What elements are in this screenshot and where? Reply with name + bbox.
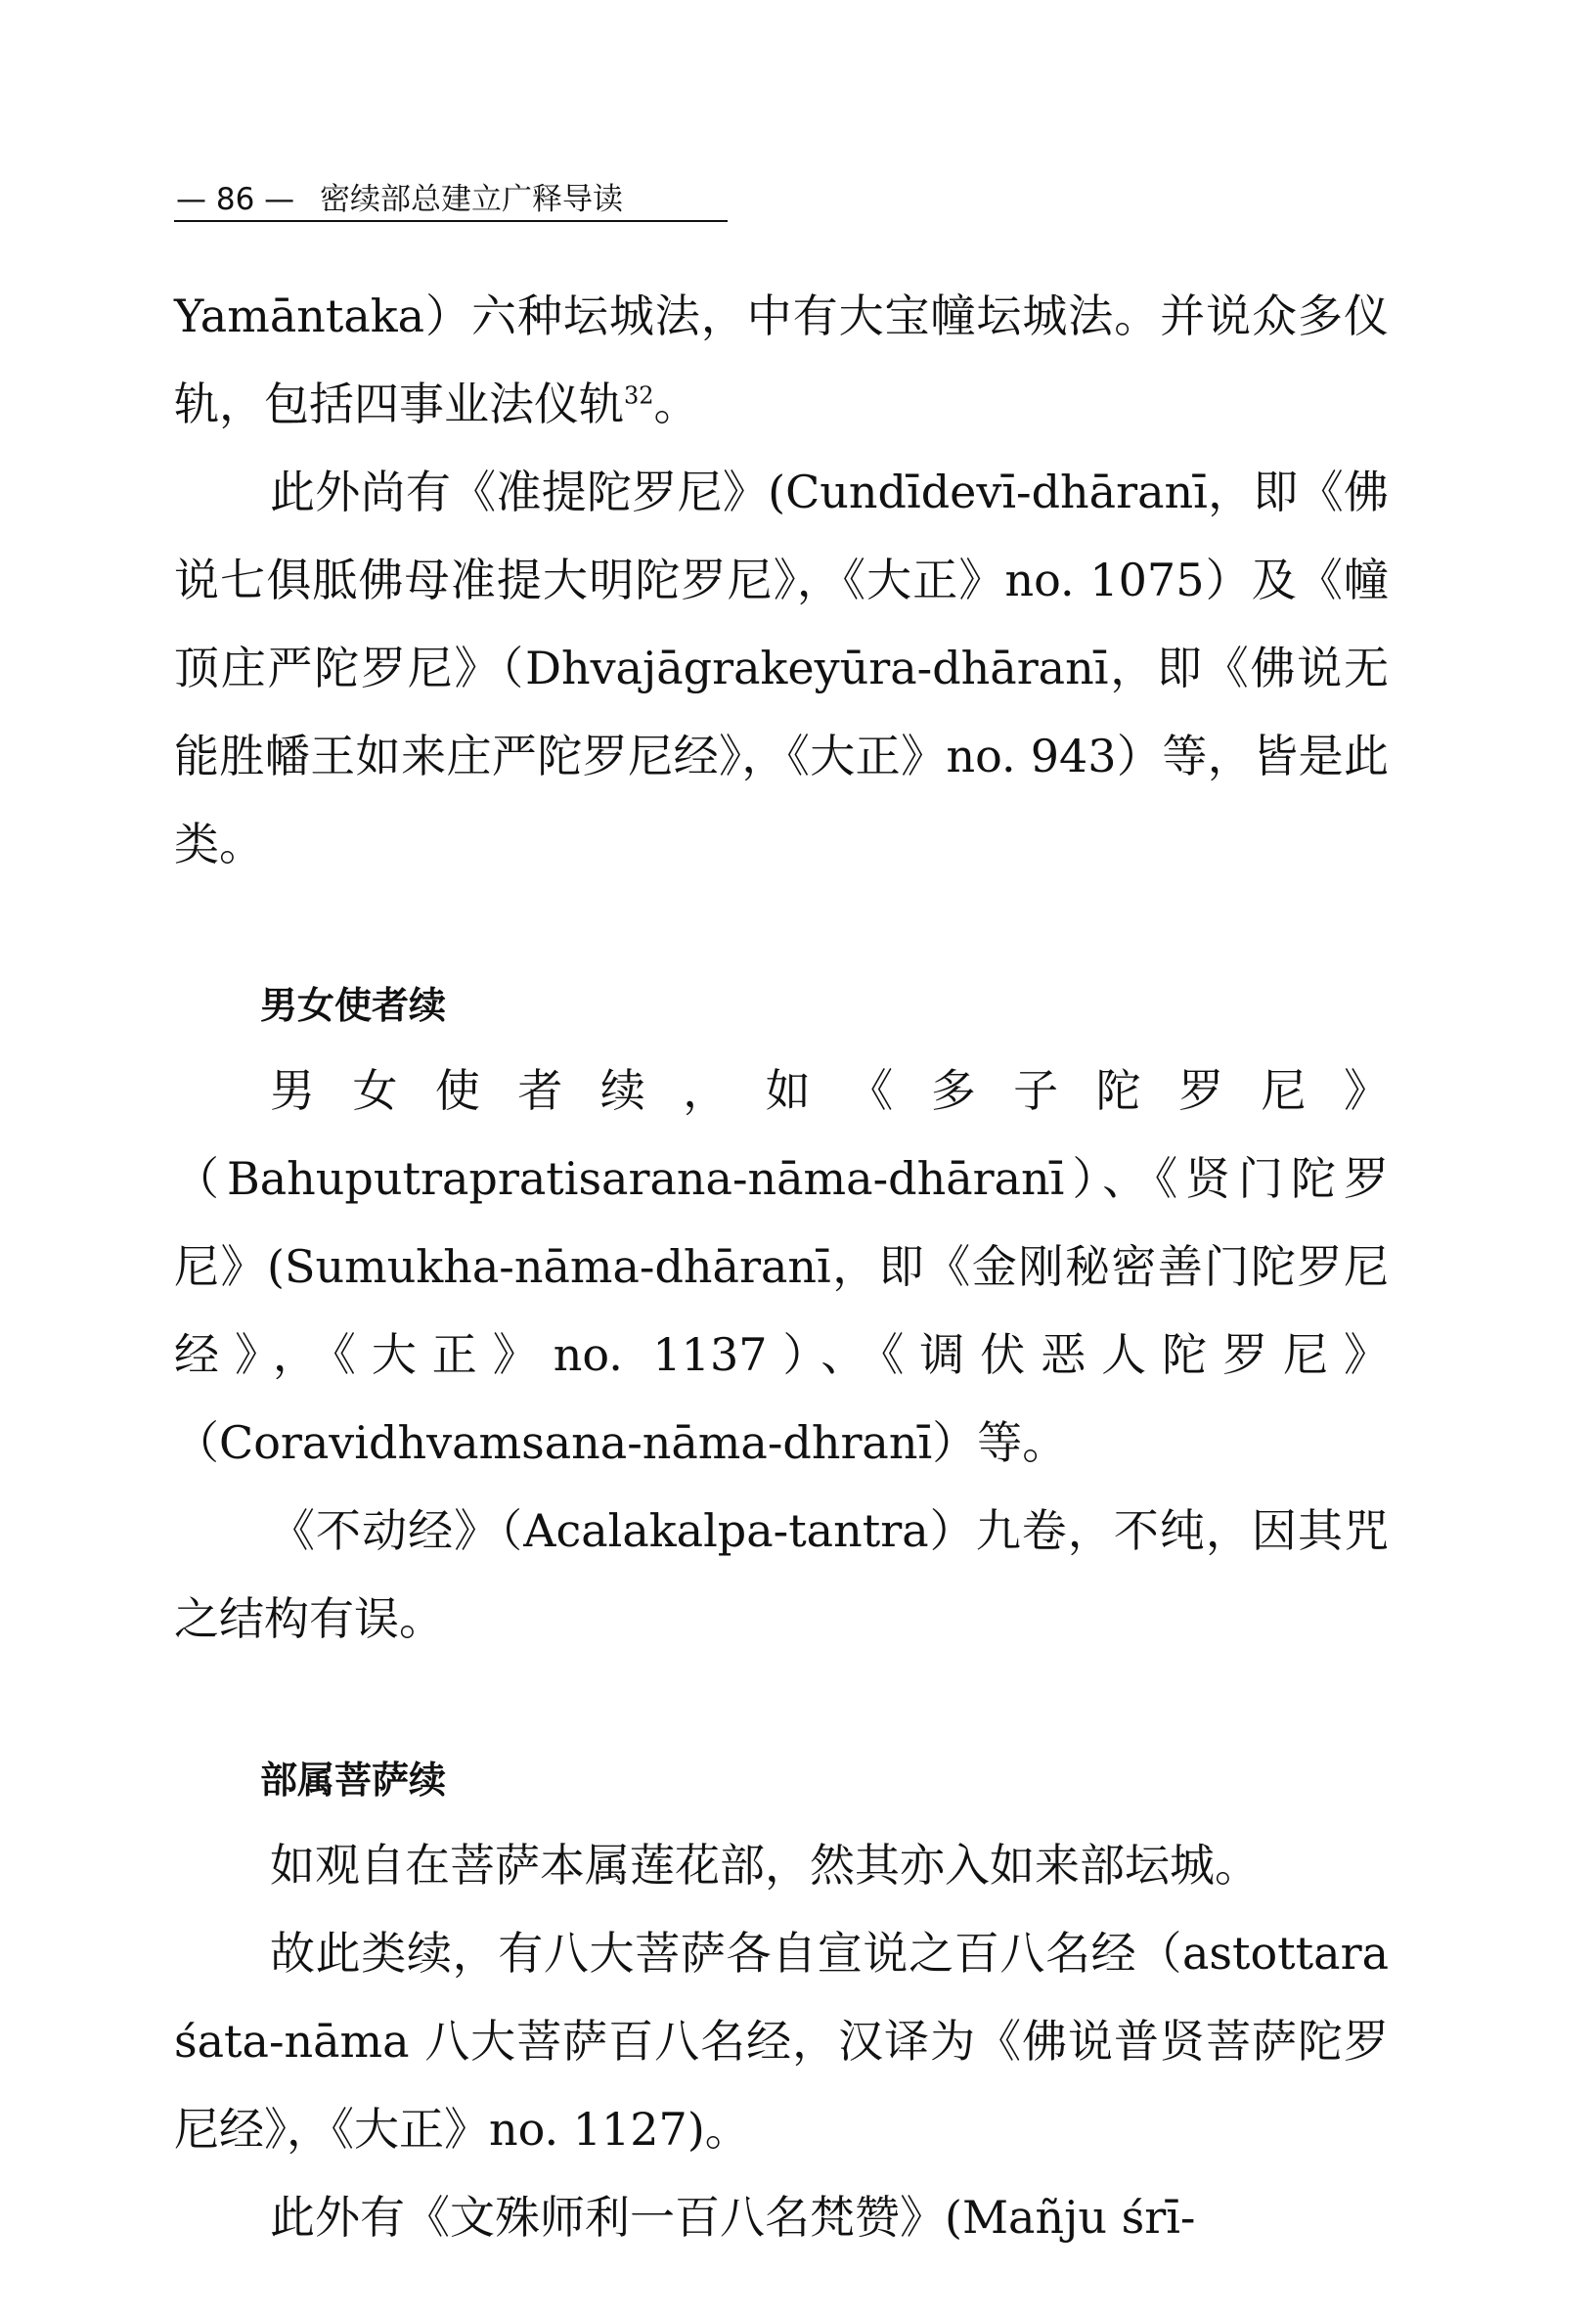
header-rule (174, 220, 728, 222)
paragraph: 故此类续，有八大菩萨各自宣说之百八名经（astottara śata-nāma 八大菩萨百八名经，汉译为《佛说普贤菩萨陀罗尼经》，《大正》no. 1127)。 (174, 1927, 1389, 2156)
book-title: 密续部总建立广释导读 (320, 182, 624, 217)
footnote-marker[interactable]: 32 (624, 381, 654, 410)
page-body (174, 272, 1389, 2261)
paragraph: 《不动经》（Acalakalpa-tantra）九卷，不纯，因其咒之结构有误。 (174, 1504, 1389, 1645)
section-heading: 部属菩萨续 (260, 1759, 447, 1802)
paragraph: Yamāntaka）六种坛城法，中有大宝幢坛城法。并说众多仪轨，包括四事业法仪轨$^{32}$。 (174, 290, 1389, 430)
paragraph: 此外尚有《准提陀罗尼》(Cundīdevī-dhāranī，即《佛说七俱胝佛母准提大明陀罗尼》，《大正》no. 1075）及《幢顶庄严陀罗尼》（Dhvajāgrakeyūra-dhāranī，即《佛说无能胜幡王如来庄严陀罗尼经》，《大正》no. 943）等，皆是此类。 (174, 466, 1389, 870)
paragraph: 如观自在菩萨本属莲花部，然其亦入如来部坛城。 (270, 1839, 1260, 1892)
section-gap (174, 1663, 1389, 1739)
section-gap (174, 888, 1389, 964)
paragraph: 此外有《文殊师利一百八名梵赞》(Mañju śrī- (270, 2191, 1196, 2244)
page-number: — 86 — (176, 182, 295, 217)
section-heading: 男女使者续 (260, 984, 447, 1027)
paragraph: 男女使者续，如《多子陀罗尼》（Bahuputrapratisarana-nāma-dhāranī）、《贤门陀罗尼》(Sumukha-nāma-dhāranī，即《金刚秘密善门陀罗尼经》，《大正》no. 1137）、《调伏恶人陀罗尼》（Coravidhvamsana-nāma-dhranī）等。 (174, 1064, 1389, 1469)
running-header (176, 174, 639, 218)
